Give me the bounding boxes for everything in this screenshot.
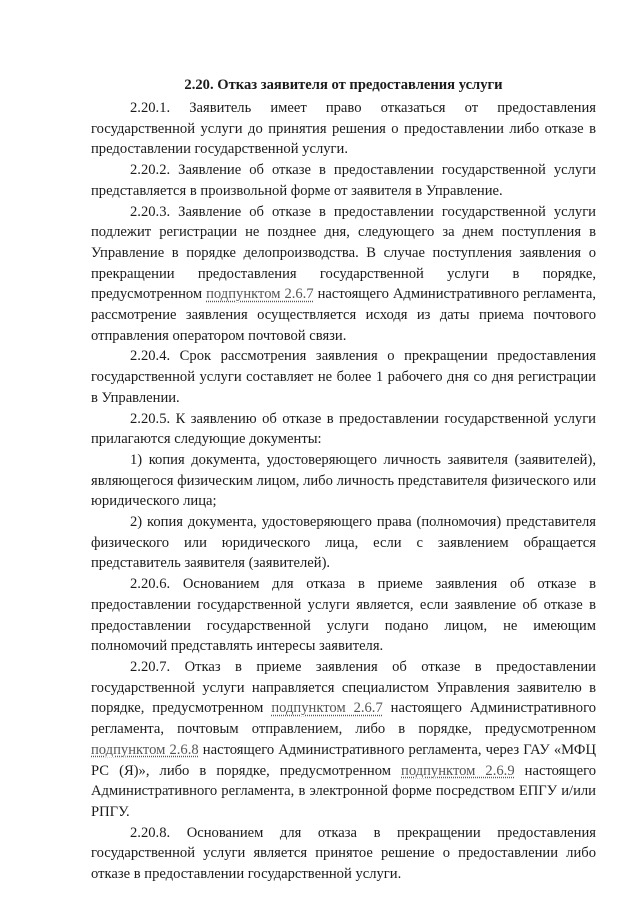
- subpoint-link[interactable]: подпунктом 2.6.7: [206, 286, 314, 303]
- paragraph-text: 2.20.5. К заявлению об отказе в предоставлении государственной услуги прилагаются следующие документы:: [91, 410, 596, 448]
- paragraph: [91, 202, 596, 347]
- section-title: 2.20. Отказ заявителя от предоставления услуги: [184, 77, 503, 93]
- paragraph-text: настоящего Административного регламента, рассмотрение заявления осуществляется исходя из даты приема почтового отправления оператором почтовой связи.: [91, 286, 596, 344]
- subpoint-link[interactable]: подпунктом 2.6.9: [401, 762, 515, 779]
- paragraph-text: 2.20.4. Срок рассмотрения заявления о прекращении предоставления государственной услуги составляет не более 1 рабочего дня со дня регистрации в Управлении.: [91, 348, 596, 406]
- paragraph-text: 2.20.6. Основанием для отказа в приеме заявления об отказе в предоставлении государственной услуги является, если заявление об отказе в предоставлении государственной услуги подано лицом, не имеющим полномочий представлять интересы заявителя.: [91, 576, 596, 655]
- paragraph: [91, 512, 596, 574]
- paragraph-text: настоящего Административного регламента, в электронной форме посредством ЕПГУ и/или РПГУ.: [91, 762, 596, 820]
- paragraph: [91, 823, 596, 885]
- paragraph: [91, 657, 596, 823]
- paragraph-text: 2.20.7. Отказ в приеме заявления об отказе в предоставлении государственной услуги направляется специалистом Управления заявителю в порядке, предусмотренном: [91, 658, 596, 717]
- paragraph-text: 1) копия документа, удостоверяющего личность заявителя (заявителей), являющегося физическим лицом, либо личность представителя физического или юридического лица;: [91, 451, 596, 510]
- paragraph: [91, 346, 596, 408]
- subpoint-link[interactable]: подпунктом 2.6.8: [91, 741, 199, 758]
- paragraph: [91, 160, 596, 201]
- paragraph: [91, 450, 596, 512]
- paragraph: [91, 409, 596, 450]
- paragraph-text: 2) копия документа, удостоверяющего права (полномочия) представителя физического или юридического лица, если с заявлением обращается представитель заявителя (заявителей).: [91, 514, 596, 572]
- document-body: [91, 75, 596, 885]
- paragraph-text: 2.20.2. Заявление об отказе в предоставлении государственной услуги представляется в произвольной форме от заявителя в Управление.: [91, 162, 596, 199]
- paragraph-text: 2.20.3. Заявление об отказе в предоставлении государственной услуги подлежит регистрации не позднее дня, следующего за днем поступления в Управление в порядке делопроизводства. В случае поступления заявления о прекращении предоставления государственной услуги в порядке, предусмотренном: [91, 203, 596, 303]
- paragraph: [91, 98, 596, 160]
- paragraph-text: 2.20.8. Основанием для отказа в прекращении предоставления государственной услуги является принятое решение о предоставлении либо отказе в предоставлении государственной услуги.: [91, 824, 596, 883]
- paragraph: [91, 574, 596, 657]
- paragraph-text: настоящего Административного регламента, через ГАУ «МФЦ РС (Я)», либо в порядке, предусмотренном: [91, 741, 596, 779]
- subpoint-link[interactable]: подпунктом 2.6.7: [271, 700, 383, 717]
- paragraph-text: 2.20.1. Заявитель имеет право отказаться от предоставления государственной услуги до принятия решения о предоставлении либо отказе в предоставлении государственной услуги.: [91, 100, 596, 158]
- paragraph-text: настоящего Административного регламента, почтовым отправлением, либо в порядке, предусмотренном: [91, 700, 597, 738]
- paragraph-list: [91, 98, 596, 885]
